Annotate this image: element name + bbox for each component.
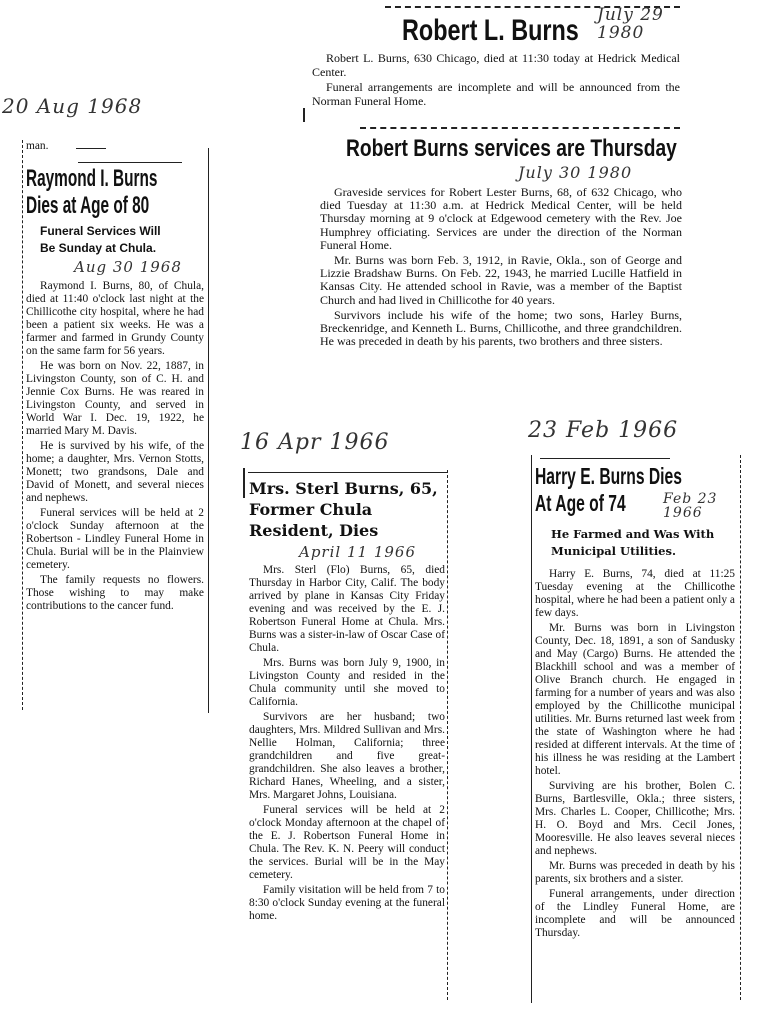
- paragraph: He was born on Nov. 22, 1887, in Livingston County, son of C. H. and Jennie Cox Burns. He was reared in Livingston County, and served in World War I. Dec. 19, 1922, he married Mary M. Davis.: [26, 360, 204, 437]
- handwritten-date: Feb 23 1966: [663, 491, 718, 521]
- paragraph: Funeral arrangements are incomplete and will be announced from the Norman Funeral Home.: [312, 80, 680, 108]
- paragraph: Survivors include his wife of the home; two sons, Harley Burns, Breckenridge, and Kenneth L. Burns, Chillicothe, and three grandchildren. He was preceded in death by his parents, two brothers and three sisters.: [320, 307, 682, 349]
- clipping-edge: [22, 140, 23, 710]
- clipping-sterl-burns: [249, 478, 445, 922]
- paragraph: Graveside services for Robert Lester Burns, 68, of 632 Chicago, who died Tuesday at 11:30 a.m. at Hedrick Medical Center, will be held Thursday morning at 9 o'clock at Edgewood cemetery with the Rev. Joe Humphrey officiating. Services are under the direction of the Norman Funeral Home.: [320, 185, 682, 252]
- paragraph: Harry E. Burns, 74, died at 11:25 Tuesday evening at the Chillicothe hospital, where he had been a patient only a few days.: [535, 568, 735, 619]
- paragraph: Survivors are her husband; two daughters, Mrs. Mildred Sullivan and Mrs. Nellie Holman, California; three grandchildren and five great-grandchildren. She also leaves a brother, Richard Hanes, Wheeling, and a sister, Mrs. Margaret Johns, Louisiana.: [249, 711, 445, 801]
- divider: [540, 458, 670, 459]
- handwritten-date: 20 Aug 1968: [2, 94, 143, 118]
- clipping-edge: [740, 455, 741, 1000]
- paragraph: Mr. Burns was born Feb. 3, 1912, in Ravie, Okla., son of George and Lizzie Bradshaw Burns. On Feb. 22, 1943, he married Lucille Hatfield in Kansas City. He attended school in Ravie, was a member of the Baptist Church and had lived in Chillicothe for 40 years.: [320, 253, 682, 307]
- headline: Robert Burns services are Thursday: [346, 135, 677, 162]
- headline-line-2: At Age of 74: [535, 490, 626, 516]
- divider: [248, 472, 448, 473]
- paragraph: Funeral services will be held at 2 o'clock Monday afternoon at the chapel of the E. J. Robertson Funeral Home in Chula. The Rev. K. N. Peery will conduct the services. Burial will be in the May cemetery.: [249, 804, 445, 881]
- paragraph: Robert L. Burns, 630 Chicago, died at 11:30 today at Hedrick Medical Center.: [312, 51, 680, 79]
- paragraph: Surviving are his brother, Bolen C. Burns, Bartlesville, Okla.; three sisters, Mrs. Charles L. Cooper, Chillicothe; Mrs. H. O. Boyd and Mrs. Cecil Jones, Mooresville. He also leaves several nieces and nephews.: [535, 780, 735, 857]
- paragraph: Mrs. Burns was born July 9, 1900, in Livingston County and resided in the Chula community until she moved to California.: [249, 657, 445, 708]
- paragraph: Funeral arrangements, under direction of the Lindley Funeral Home, are incomplete and will be announced Thursday.: [535, 888, 735, 939]
- paragraph: He is survived by his wife, of the home; a daughter, Mrs. Vernon Stotts, Monett; two grandsons, Dale and David of Monett, and several nieces and nephews.: [26, 440, 204, 504]
- clipping-edge: [447, 470, 448, 1000]
- handwritten-date: Aug 30 1968: [74, 258, 182, 276]
- paragraph: Mr. Burns was born in Livingston County, Dec. 18, 1891, a son of Sandusky and May (Cargo) Burns. He attended the Blackhill school and was a member of Olive Branch church. He engaged in farming for a number of years and was also employed by the Chillicothe municipal utilities. Mr. Burns returned last week from the state of Washington where he had resided at different intervals. At the time of his illness he was residing at the Lambert hotel.: [535, 622, 735, 777]
- subhead: He Farmed and Was With Municipal Utilities.: [551, 527, 715, 558]
- handwritten-date: April 11 1966: [299, 543, 416, 561]
- paragraph: The family requests no flowers. Those wishing to may make contributions to the cancer fund.: [26, 574, 204, 612]
- handwritten-date: 16 Apr 1966: [240, 430, 390, 455]
- handwritten-date: July 30 1980: [518, 163, 633, 182]
- paragraph: Raymond I. Burns, 80, of Chula, died at 11:40 o'clock last night at the Chillicothe city hospital, where he had been a patient six weeks. He was a farmer and farmed in Grundy County on the same farm for 56 years.: [26, 280, 204, 357]
- headline-line-2: Dies at Age of 80: [26, 192, 150, 219]
- subhead-line-1: Funeral Services Will: [40, 224, 161, 238]
- headline-line-1: Raymond I. Burns: [26, 165, 158, 192]
- clipping-edge: [360, 127, 680, 129]
- paragraph: Mr. Burns was preceded in death by his parents, six brothers and a sister.: [535, 860, 735, 885]
- divider: [78, 162, 182, 163]
- clipping-edge: [531, 455, 532, 1003]
- headline-line-1: Harry E. Burns Dies: [535, 463, 682, 489]
- clipping-edge: [303, 108, 305, 122]
- fragment-text: man.: [26, 140, 49, 152]
- paragraph: Funeral services will be held at 2 o'clock Sunday afternoon at the Robertson - Lindley Funeral Home in Chula. Burial will be in the Plainview cemetery.: [26, 507, 204, 571]
- subhead-line-2: Be Sunday at Chula.: [40, 241, 157, 255]
- paragraph: Mrs. Sterl (Flo) Burns, 65, died Thursday in Harbor City, Calif. The body arrived by plane in Kansas City Friday evening and was received by the E. J. Robertson Funeral Home at Chula. Mrs. Burns was a sister-in-law of Oscar Case of Chula.: [249, 564, 445, 654]
- clipping-edge: [208, 148, 209, 713]
- headline: Robert L. Burns: [402, 14, 579, 47]
- divider: [76, 148, 106, 149]
- headline: Mrs. Sterl Burns, 65, Former Chula Resident, Dies: [249, 479, 438, 540]
- handwritten-date: July 29 1980: [597, 5, 664, 43]
- paragraph: Family visitation will be held from 7 to 8:30 o'clock Sunday evening at the funeral home.: [249, 884, 445, 922]
- clipping-edge: [243, 468, 245, 498]
- handwritten-date: 23 Feb 1966: [528, 418, 679, 443]
- clipping-raymond-burns: [26, 140, 204, 612]
